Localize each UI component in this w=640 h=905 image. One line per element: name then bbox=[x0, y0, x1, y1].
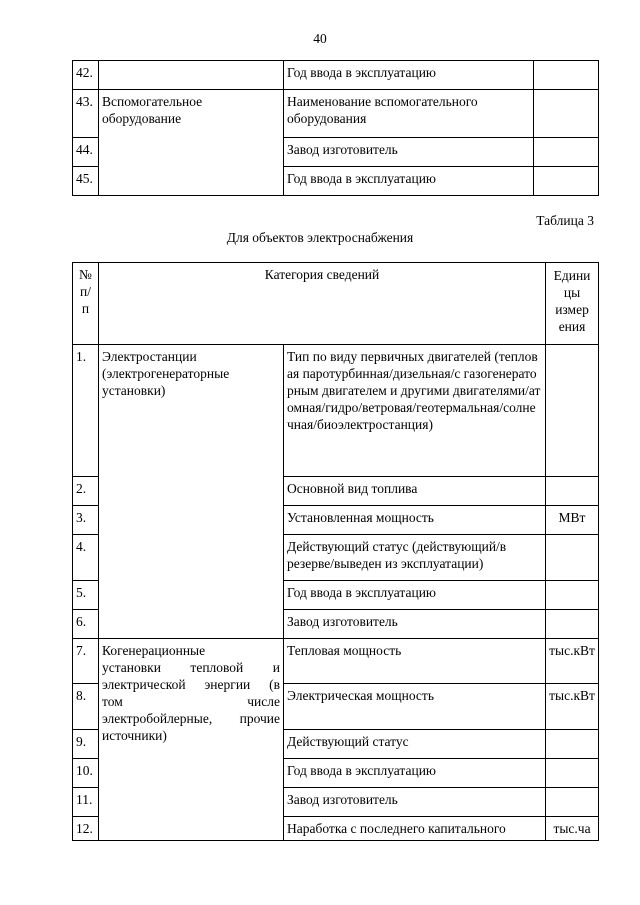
row-number: 44. bbox=[73, 138, 99, 167]
row-unit bbox=[534, 138, 599, 167]
table-caption: Для объектов электроснабжения bbox=[226, 230, 414, 245]
row-unit bbox=[534, 90, 599, 138]
row-unit bbox=[546, 759, 599, 788]
row-number: 1. bbox=[73, 345, 99, 477]
row-field: Завод изготовитель bbox=[284, 610, 546, 639]
group-line: электробойлерные, прочие bbox=[102, 711, 280, 726]
row-field: Установленная мощность bbox=[284, 506, 546, 535]
row-field: Наработка с последнего капитального bbox=[284, 817, 546, 841]
page-number: 40 bbox=[313, 31, 327, 46]
table-header-row bbox=[73, 263, 599, 345]
row-group bbox=[99, 61, 284, 90]
row-unit bbox=[534, 61, 599, 90]
row-number: 11. bbox=[73, 788, 99, 817]
group-line: источники) bbox=[102, 728, 167, 743]
group-line: Когенерационные bbox=[102, 643, 206, 658]
table-row bbox=[73, 345, 599, 477]
row-number: 8. bbox=[73, 684, 99, 730]
table-row bbox=[73, 90, 599, 138]
header-category: Категория сведений bbox=[99, 263, 546, 345]
row-number: 4. bbox=[73, 535, 99, 581]
row-number: 45. bbox=[73, 167, 99, 196]
row-unit bbox=[546, 610, 599, 639]
group-power-stations: Электростанции (электрогенераторные установки) bbox=[99, 345, 284, 639]
row-number: 3. bbox=[73, 506, 99, 535]
row-group: Вспомогательное оборудование bbox=[99, 90, 284, 196]
row-number: 2. bbox=[73, 477, 99, 506]
row-field: Год ввода в эксплуатацию bbox=[284, 61, 534, 90]
table-label: Таблица 3 bbox=[536, 213, 594, 228]
group-cogeneration bbox=[99, 639, 284, 841]
row-field: Действующий статус bbox=[284, 730, 546, 759]
row-field: Год ввода в эксплуатацию bbox=[284, 167, 534, 196]
row-number: 9. bbox=[73, 730, 99, 759]
row-field: Электрическая мощность bbox=[284, 684, 546, 730]
row-number: 43. bbox=[73, 90, 99, 138]
row-unit: тыс.кВт bbox=[546, 684, 599, 730]
row-field: Завод изготовитель bbox=[284, 138, 534, 167]
row-unit bbox=[546, 345, 599, 477]
row-field: Год ввода в эксплуатацию bbox=[284, 581, 546, 610]
row-field: Завод изготовитель bbox=[284, 788, 546, 817]
row-field: Тип по виду первичных двигателей (тепловая паротурбинная/дизельная/с газогенераторным двигателем и другими двигателями/атомная/гидро/ветровая/геотермальная/солнечная/биоэлектростанция) bbox=[284, 345, 546, 477]
row-unit: тыс.ча bbox=[546, 817, 599, 841]
row-unit: МВт bbox=[546, 506, 599, 535]
header-num: № п/ п bbox=[73, 263, 99, 345]
row-unit: тыс.кВт bbox=[546, 639, 599, 684]
row-unit bbox=[534, 167, 599, 196]
row-number: 12. bbox=[73, 817, 99, 841]
group-line: том числе bbox=[102, 694, 280, 709]
header-unit: Едини цы измер ения bbox=[546, 263, 599, 345]
row-field: Основной вид топлива bbox=[284, 477, 546, 506]
row-unit bbox=[546, 730, 599, 759]
row-field: Тепловая мощность bbox=[284, 639, 546, 684]
row-number: 10. bbox=[73, 759, 99, 788]
row-number: 6. bbox=[73, 610, 99, 639]
row-unit bbox=[546, 788, 599, 817]
row-number: 42. bbox=[73, 61, 99, 90]
row-unit bbox=[546, 581, 599, 610]
row-field: Действующий статус (действующий/в резерве/выведен из эксплуатации) bbox=[284, 535, 546, 581]
table-row bbox=[73, 61, 599, 90]
row-field: Наименование вспомогательного оборудования bbox=[284, 90, 534, 138]
row-unit bbox=[546, 477, 599, 506]
group-line: установки тепловой и bbox=[102, 660, 280, 675]
group-line: электрической энергии (в bbox=[102, 677, 280, 692]
table-continued bbox=[72, 60, 599, 196]
table-row bbox=[73, 639, 599, 684]
row-number: 5. bbox=[73, 581, 99, 610]
row-field: Год ввода в эксплуатацию bbox=[284, 759, 546, 788]
row-number: 7. bbox=[73, 639, 99, 684]
table-3 bbox=[72, 262, 599, 841]
row-unit bbox=[546, 535, 599, 581]
